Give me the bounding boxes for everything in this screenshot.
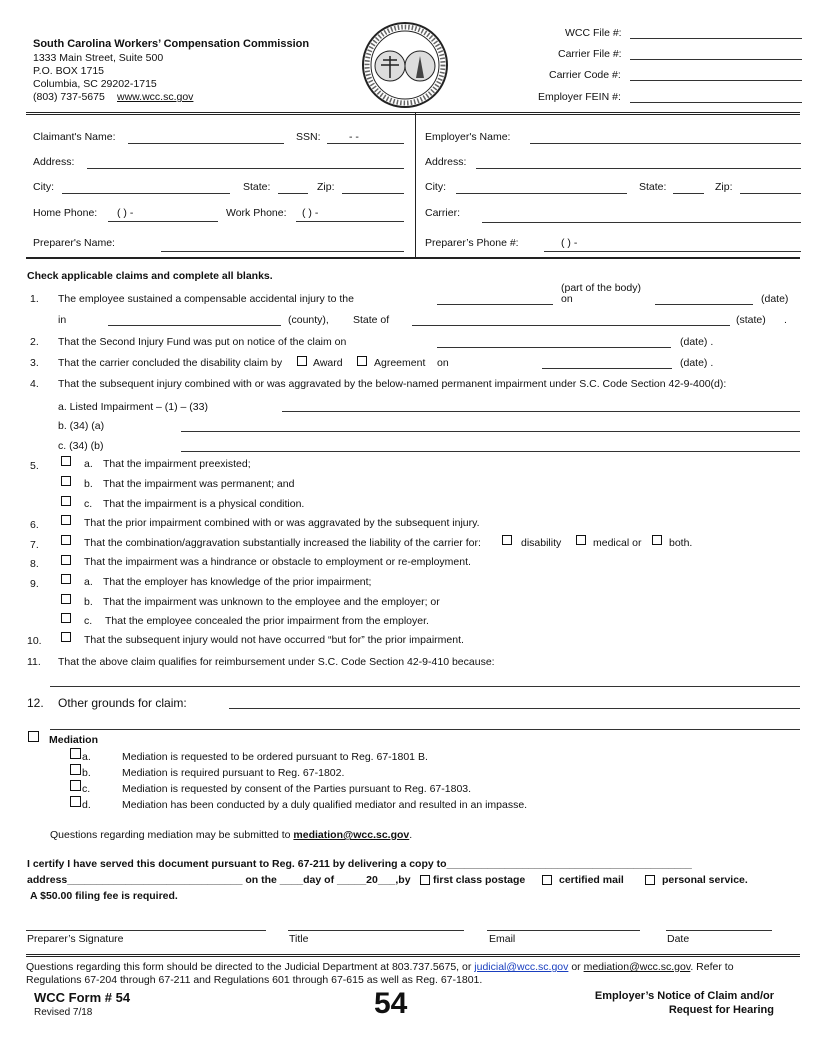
- both-label: both.: [669, 537, 693, 549]
- claimant-address-label: Address:: [33, 156, 75, 168]
- injury-state-field[interactable]: [412, 325, 730, 326]
- header-divider: [26, 112, 800, 115]
- carrier-file-field[interactable]: [630, 59, 802, 60]
- claim-6-checkbox[interactable]: [61, 515, 71, 525]
- work-phone-field[interactable]: [296, 221, 404, 222]
- ssn-field[interactable]: [327, 143, 404, 144]
- ssn-label: SSN:: [296, 131, 321, 143]
- medical-label: medical or: [593, 537, 642, 549]
- preparer-signature-label: Preparer’s Signature: [27, 933, 124, 945]
- claim-5a-text: That the impairment preexisted;: [103, 458, 251, 470]
- claims-heading: Check applicable claims and complete all blanks.: [27, 270, 273, 282]
- claim-5b-letter: b.: [84, 478, 93, 490]
- claim-9b-text: That the impairment was unknown to the employee and the employer; or: [103, 596, 440, 608]
- claim-3-date-label: (date) .: [680, 357, 714, 369]
- carrier-code-field[interactable]: [630, 80, 802, 81]
- claim-9a-text: That the employer has knowledge of the prior impairment;: [103, 576, 372, 588]
- claim-9b-letter: b.: [84, 596, 93, 608]
- parties-divider: [26, 257, 800, 259]
- mediation-questions: [50, 829, 412, 841]
- claim-3-text: That the carrier concluded the disability claim by: [58, 357, 283, 369]
- certified-mail-label: certified mail: [559, 874, 624, 886]
- body-part-field[interactable]: [437, 304, 553, 305]
- claim-9c-text: That the employee concealed the prior impairment from the employer.: [105, 615, 429, 627]
- claim-8-checkbox[interactable]: [61, 555, 71, 565]
- conclusion-date-field[interactable]: [542, 368, 672, 369]
- claim-9c-checkbox[interactable]: [61, 613, 71, 623]
- claim-4-text: That the subsequent injury combined with or was aggravated by the below-named permanent impairment under S.C. Code Section 42-9-400(d):: [58, 378, 727, 390]
- org-website-link[interactable]: www.wcc.sc.gov: [117, 91, 194, 103]
- employer-address-field[interactable]: [476, 168, 801, 169]
- other-grounds-field-2[interactable]: [50, 729, 800, 730]
- certify-line-2: address______________________________ on the ____day of _____20___,by: [27, 874, 411, 886]
- other-grounds-field[interactable]: [229, 708, 800, 709]
- preparer-name-field[interactable]: [161, 251, 404, 252]
- mediation-d-checkbox[interactable]: [70, 796, 81, 807]
- mediation-c-checkbox[interactable]: [70, 780, 81, 791]
- claim-5a-checkbox[interactable]: [61, 456, 71, 466]
- org-address-line3: Columbia, SC 29202-1715: [33, 78, 157, 90]
- item-number: 12.: [27, 696, 44, 710]
- carrier-label: Carrier:: [425, 207, 461, 219]
- form-big-number: 54: [374, 987, 408, 1020]
- award-checkbox[interactable]: [297, 356, 307, 366]
- employer-state-field[interactable]: [673, 193, 704, 194]
- claim-4b-text: b. (34) (a): [58, 420, 105, 432]
- item-number: 10.: [27, 635, 42, 647]
- column-divider: [415, 112, 416, 257]
- mediation-d-text: Mediation has been conducted by a duly qualified mediator and resulted in an impasse.: [122, 799, 528, 811]
- claimant-city-field[interactable]: [62, 193, 230, 194]
- listed-impairment-field[interactable]: [282, 411, 800, 412]
- mediation-a-checkbox[interactable]: [70, 748, 81, 759]
- judicial-email-link[interactable]: judicial@wcc.sc.gov: [474, 961, 569, 973]
- date-label: Date: [667, 933, 690, 945]
- agreement-checkbox[interactable]: [357, 356, 367, 366]
- claim-9c-letter: c.: [84, 615, 93, 627]
- mediation-checkbox[interactable]: [28, 731, 39, 742]
- org-phone: (803) 737-5675: [33, 91, 105, 103]
- injury-date-field[interactable]: [655, 304, 753, 305]
- mediation-a-letter: a.: [82, 751, 91, 763]
- claimant-state-label: State:: [243, 181, 271, 193]
- item-number: 5.: [30, 460, 39, 472]
- claim-2-text: That the Second Injury Fund was put on notice of the claim on: [58, 336, 347, 348]
- item-number: 11.: [27, 656, 41, 668]
- revised-date: Revised 7/18: [34, 1007, 93, 1018]
- mediation-b-checkbox[interactable]: [70, 764, 81, 775]
- ssn-mask: - -: [349, 131, 359, 143]
- footer-mediation-email-link[interactable]: mediation@wcc.sc.gov: [583, 961, 691, 973]
- employer-state-label: State:: [639, 181, 667, 193]
- org-address-line1: 1333 Main Street, Suite 500: [33, 52, 164, 64]
- home-phone-mask: ( ) -: [117, 207, 134, 219]
- claimant-city-label: City:: [33, 181, 54, 193]
- claim-5b-checkbox[interactable]: [61, 476, 71, 486]
- employer-fein-field[interactable]: [630, 102, 802, 103]
- certify-line-1: I certify I have served this document pursuant to Reg. 67-211 by delivering a copy to__________________________________________: [27, 858, 692, 870]
- claim-4c-text: c. (34) (b): [58, 440, 104, 452]
- claim-5a-letter: a.: [84, 458, 93, 470]
- disability-checkbox[interactable]: [502, 535, 512, 545]
- work-phone-mask: ( ) -: [302, 207, 319, 219]
- personal-service-checkbox[interactable]: [645, 875, 655, 885]
- claim-1-in: in: [58, 314, 67, 326]
- employer-city-label: City:: [425, 181, 446, 193]
- preparer-phone-field[interactable]: [544, 251, 801, 252]
- employer-name-label: Employer's Name:: [425, 131, 511, 143]
- work-phone-label: Work Phone:: [226, 207, 287, 219]
- claim-9a-letter: a.: [84, 576, 93, 588]
- claimant-name-field[interactable]: [128, 143, 284, 144]
- claimant-address-field[interactable]: [87, 168, 404, 169]
- mediation-questions-text: Questions regarding mediation may be submitted to: [50, 829, 291, 841]
- employer-zip-field[interactable]: [740, 193, 801, 194]
- email-label: Email: [489, 933, 516, 945]
- claim-5b-text: That the impairment was permanent; and: [103, 478, 295, 490]
- employer-fein-label: Employer FEIN #:: [538, 91, 621, 103]
- county-label: (county),: [288, 314, 329, 326]
- personal-service-label: personal service.: [662, 874, 748, 886]
- claimant-zip-label: Zip:: [317, 181, 335, 193]
- both-checkbox[interactable]: [652, 535, 662, 545]
- employer-name-field[interactable]: [530, 143, 801, 144]
- carrier-code-label: Carrier Code #:: [549, 69, 621, 81]
- footer-divider: [26, 954, 800, 957]
- claim-8-text: That the impairment was a hindrance or obstacle to employment or re-employment.: [84, 556, 471, 568]
- item-number: 9.: [30, 578, 39, 590]
- claim-1-date-label: (date): [761, 293, 789, 305]
- form-title-line2: Request for Hearing: [668, 1004, 774, 1016]
- mediation-b-letter: b.: [82, 767, 91, 779]
- home-phone-field[interactable]: [108, 221, 218, 222]
- county-field[interactable]: [108, 325, 281, 326]
- filing-fee-note: A $50.00 filing fee is required.: [30, 890, 178, 902]
- certified-mail-checkbox[interactable]: [542, 875, 552, 885]
- footer-or: or: [571, 961, 581, 973]
- title-label: Title: [289, 933, 309, 945]
- claim-1-text: The employee sustained a compensable accidental injury to the: [58, 293, 354, 305]
- claim-2-date-label: (date) .: [680, 336, 714, 348]
- agreement-label: Agreement: [374, 357, 426, 369]
- part-of-body-hint: (part of the body): [561, 282, 641, 294]
- claim-10-checkbox[interactable]: [61, 632, 71, 642]
- mediation-b-text: Mediation is required pursuant to Reg. 67-1802.: [122, 767, 345, 779]
- carrier-file-label: Carrier File #:: [558, 48, 622, 60]
- claim-4a-text: a. Listed Impairment – (1) – (33): [58, 401, 208, 413]
- state-of-label: State of: [353, 314, 390, 326]
- claim-7-checkbox[interactable]: [61, 535, 71, 545]
- preparer-name-label: Preparer's Name:: [33, 237, 115, 249]
- impairment-34a-field[interactable]: [181, 431, 800, 432]
- mediation-c-letter: c.: [82, 783, 91, 795]
- footer-questions: [26, 961, 734, 973]
- claim-9a-checkbox[interactable]: [61, 574, 71, 584]
- claim-12-text: Other grounds for claim:: [58, 696, 187, 710]
- notice-date-field[interactable]: [437, 347, 671, 348]
- claim-7-text: That the combination/aggravation substantially increased the liability of the carrier for:: [84, 537, 481, 549]
- title-field[interactable]: [288, 930, 464, 931]
- claim-5c-checkbox[interactable]: [61, 496, 71, 506]
- preparer-phone-label: Preparer’s Phone #:: [425, 237, 519, 249]
- form-number: WCC Form # 54: [34, 990, 131, 1005]
- employer-city-field[interactable]: [456, 193, 627, 194]
- first-class-checkbox[interactable]: [420, 875, 430, 885]
- mediation-a-text: Mediation is requested to be ordered pursuant to Reg. 67-1801 B.: [122, 751, 428, 763]
- state-seal-icon: [361, 20, 449, 110]
- impairment-34b-field[interactable]: [181, 451, 800, 452]
- claimant-zip-field[interactable]: [342, 193, 404, 194]
- item-number: 8.: [30, 558, 39, 570]
- org-name: South Carolina Workers’ Compensation Commission: [33, 38, 310, 50]
- mediation-c-text: Mediation is requested by consent of the Parties pursuant to Reg. 67-1803.: [122, 783, 472, 795]
- disability-label: disability: [521, 537, 562, 549]
- form-title-line1: Employer’s Notice of Claim and/or: [594, 990, 774, 1002]
- employer-zip-label: Zip:: [715, 181, 733, 193]
- email-field[interactable]: [487, 930, 640, 931]
- claim-5c-letter: c.: [84, 498, 93, 510]
- wcc-file-field[interactable]: [630, 38, 802, 39]
- footer-refer: . Refer to: [690, 961, 734, 973]
- carrier-field[interactable]: [482, 222, 801, 223]
- state-label: (state): [736, 314, 766, 326]
- mediation-email-link[interactable]: mediation@wcc.sc.gov: [293, 829, 410, 841]
- item-number: 2.: [30, 336, 39, 348]
- claim-5c-text: That the impairment is a physical condition.: [103, 498, 305, 510]
- wcc-file-label: WCC File #:: [565, 27, 622, 39]
- item-number: 7.: [30, 539, 39, 551]
- item-number: 3.: [30, 357, 39, 369]
- claimant-name-label: Claimant's Name:: [33, 131, 116, 143]
- preparer-phone-mask: ( ) -: [561, 237, 578, 249]
- mediation-d-letter: d.: [82, 799, 91, 811]
- employer-address-label: Address:: [425, 156, 467, 168]
- mediation-questions-period: .: [409, 829, 413, 841]
- item-number: 6.: [30, 519, 39, 531]
- home-phone-label: Home Phone:: [33, 207, 98, 219]
- footer-regulations: Regulations 67-204 through 67-211 and Regulations 601 through 67-615 as well as Reg. 67-1801.: [26, 974, 483, 986]
- preparer-signature-field[interactable]: [26, 930, 266, 931]
- claim-11-field[interactable]: [50, 686, 800, 687]
- mediation-title: Mediation: [49, 734, 98, 746]
- date-field[interactable]: [666, 930, 772, 931]
- claim-11-text: That the above claim qualifies for reimbursement under S.C. Code Section 42-9-410 because:: [58, 656, 495, 668]
- claim-9b-checkbox[interactable]: [61, 594, 71, 604]
- claim-1-on: on: [561, 293, 573, 305]
- first-class-label: first class postage: [433, 874, 526, 886]
- claim-1-period: .: [784, 314, 787, 326]
- item-number: 4.: [30, 378, 39, 390]
- claim-10-text: That the subsequent injury would not have occurred “but for” the prior impairment.: [84, 634, 464, 646]
- claim-6-text: That the prior impairment combined with or was aggravated by the subsequent injury.: [84, 517, 480, 529]
- medical-checkbox[interactable]: [576, 535, 586, 545]
- item-number: 1.: [30, 293, 39, 305]
- org-address-line2: P.O. BOX 1715: [33, 65, 105, 77]
- claim-3-on: on: [437, 357, 449, 369]
- claimant-state-field[interactable]: [278, 193, 308, 194]
- footer-questions-text: Questions regarding this form should be directed to the Judicial Department at 803.737.5675, or: [26, 961, 472, 973]
- award-label: Award: [313, 357, 343, 369]
